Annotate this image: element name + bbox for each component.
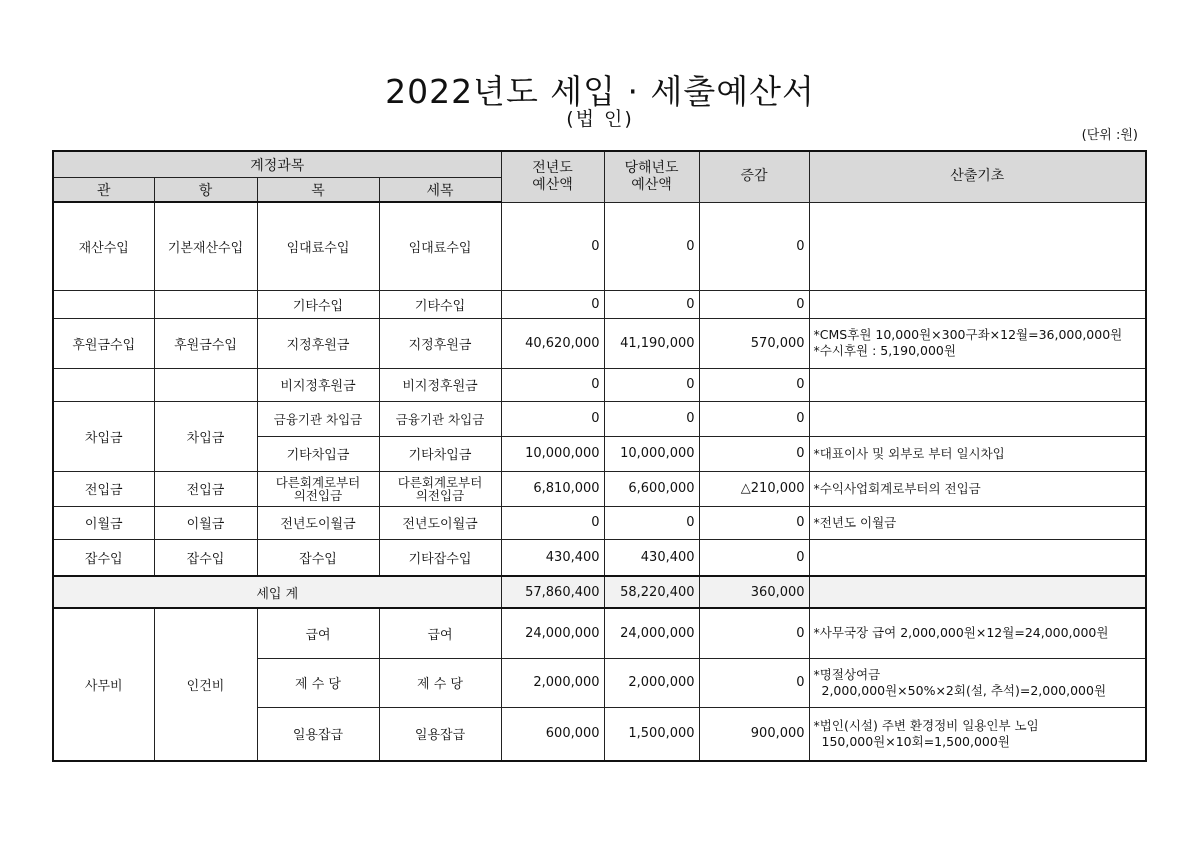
cell-prev: 0: [501, 506, 604, 539]
cell-diff: 900,000: [699, 707, 809, 761]
cell-mok: 전년도이월금: [257, 506, 379, 539]
cell-mok: 제 수 당: [257, 658, 379, 707]
cell-hang: 잡수입: [154, 539, 257, 576]
cell-curr: 0: [604, 290, 699, 318]
cell-semok: 금융기관 차입금: [379, 401, 501, 436]
cell-semok: 비지정후원금: [379, 368, 501, 401]
cell-hang: [154, 290, 257, 318]
cell-hang: 이월금: [154, 506, 257, 539]
cell-mok: 지정후원금: [257, 318, 379, 368]
cell-gwan: 사무비: [53, 608, 154, 761]
cell-prev: 40,620,000: [501, 318, 604, 368]
cell-curr: 0: [604, 202, 699, 290]
cell-note: *CMS후원 10,000원×300구좌×12월=36,000,000원 *수시후원 : 5,190,000원: [809, 318, 1146, 368]
cell-diff: 0: [699, 202, 809, 290]
cell-semok: 다른회계로부터 의전입금: [379, 471, 501, 506]
cell-gwan: [53, 368, 154, 401]
cell-mok: 비지정후원금: [257, 368, 379, 401]
cell-diff: 570,000: [699, 318, 809, 368]
cell-note: [809, 290, 1146, 318]
cell-gwan: [53, 290, 154, 318]
table-row: [53, 608, 1146, 658]
header-hang: 항: [154, 178, 257, 203]
cell-gwan: 차입금: [53, 401, 154, 471]
cell-semok: 제 수 당: [379, 658, 501, 707]
table-row: [53, 368, 1146, 401]
cell-semok: 기타차입금: [379, 436, 501, 471]
cell-curr: 0: [604, 401, 699, 436]
cell-semok: 일용잡급: [379, 707, 501, 761]
cell-diff: 0: [699, 401, 809, 436]
cell-diff: 0: [699, 658, 809, 707]
cell-mok: 금융기관 차입금: [257, 401, 379, 436]
cell-note: *전년도 이월금: [809, 506, 1146, 539]
header-mok: 목: [257, 178, 379, 203]
cell-prev: 24,000,000: [501, 608, 604, 658]
cell-note: [809, 202, 1146, 290]
cell-prev: 0: [501, 202, 604, 290]
cell-curr: 24,000,000: [604, 608, 699, 658]
cell-note: *사무국장 급여 2,000,000원×12월=24,000,000원: [809, 608, 1146, 658]
cell-diff: 0: [699, 506, 809, 539]
total-note: [809, 576, 1146, 608]
cell-hang: 전입금: [154, 471, 257, 506]
page-subtitle: (법 인): [566, 108, 634, 130]
cell-prev: 0: [501, 368, 604, 401]
cell-prev: 430,400: [501, 539, 604, 576]
cell-mok: 일용잡급: [257, 707, 379, 761]
header-gwan: 관: [53, 178, 154, 203]
total-label: 세입 계: [53, 576, 501, 608]
cell-prev: 0: [501, 290, 604, 318]
total-prev: 57,860,400: [501, 576, 604, 608]
cell-curr: 430,400: [604, 539, 699, 576]
cell-hang: [154, 368, 257, 401]
header-diff: 증감: [699, 151, 809, 202]
cell-curr: 0: [604, 506, 699, 539]
cell-diff: 0: [699, 368, 809, 401]
cell-prev: 600,000: [501, 707, 604, 761]
cell-semok: 임대료수입: [379, 202, 501, 290]
table-row: [53, 539, 1146, 576]
cell-diff: △210,000: [699, 471, 809, 506]
cell-note: [809, 539, 1146, 576]
cell-diff: 0: [699, 539, 809, 576]
cell-note: *대표이사 및 외부로 부터 일시차입: [809, 436, 1146, 471]
cell-gwan: 이월금: [53, 506, 154, 539]
cell-curr: 10,000,000: [604, 436, 699, 471]
cell-gwan: 잡수입: [53, 539, 154, 576]
cell-note: [809, 368, 1146, 401]
cell-prev: 10,000,000: [501, 436, 604, 471]
total-curr: 58,220,400: [604, 576, 699, 608]
cell-curr: 0: [604, 368, 699, 401]
cell-curr: 2,000,000: [604, 658, 699, 707]
header-account: 계정과목: [53, 151, 501, 178]
header-row-1: [53, 151, 1146, 178]
page-title: 2022년도 세입 · 세출예산서: [385, 72, 815, 111]
cell-mok: 다른회계로부터 의전입금: [257, 471, 379, 506]
cell-curr: 41,190,000: [604, 318, 699, 368]
cell-semok: 기타잡수입: [379, 539, 501, 576]
table-row: [53, 506, 1146, 539]
total-row: [53, 576, 1146, 608]
cell-diff: 0: [699, 290, 809, 318]
cell-note: [809, 401, 1146, 436]
cell-prev: 2,000,000: [501, 658, 604, 707]
cell-curr: 6,600,000: [604, 471, 699, 506]
header-prev: 전년도 예산액: [501, 151, 604, 202]
cell-mok: 임대료수입: [257, 202, 379, 290]
cell-hang: 기본재산수입: [154, 202, 257, 290]
header-curr: 당해년도 예산액: [604, 151, 699, 202]
cell-note: *수익사업회계로부터의 전입금: [809, 471, 1146, 506]
table-row: [53, 318, 1146, 368]
table-row: [53, 202, 1146, 290]
table-row: [53, 401, 1146, 436]
cell-mok: 기타수입: [257, 290, 379, 318]
cell-gwan: 재산수입: [53, 202, 154, 290]
cell-note: *명절상여금 2,000,000원×50%×2회(설, 추석)=2,000,000원: [809, 658, 1146, 707]
cell-semok: 기타수입: [379, 290, 501, 318]
cell-prev: 6,810,000: [501, 471, 604, 506]
cell-prev: 0: [501, 401, 604, 436]
cell-semok: 급여: [379, 608, 501, 658]
header-basis: 산출기초: [809, 151, 1146, 202]
cell-hang: 후원금수입: [154, 318, 257, 368]
table-row: [53, 290, 1146, 318]
cell-hang: 인건비: [154, 608, 257, 761]
cell-diff: 0: [699, 436, 809, 471]
cell-gwan: 후원금수입: [53, 318, 154, 368]
unit-label: (단위 :원): [1081, 128, 1138, 143]
cell-note: *법인(시설) 주변 환경정비 일용인부 노임 150,000원×10회=1,500,000원: [809, 707, 1146, 761]
cell-semok: 지정후원금: [379, 318, 501, 368]
cell-gwan: 전입금: [53, 471, 154, 506]
cell-semok: 전년도이월금: [379, 506, 501, 539]
total-diff: 360,000: [699, 576, 809, 608]
cell-diff: 0: [699, 608, 809, 658]
cell-mok: 기타차입금: [257, 436, 379, 471]
budget-table: [52, 150, 1147, 762]
table-row: [53, 471, 1146, 506]
cell-curr: 1,500,000: [604, 707, 699, 761]
cell-mok: 급여: [257, 608, 379, 658]
cell-hang: 차입금: [154, 401, 257, 471]
cell-mok: 잡수입: [257, 539, 379, 576]
header-semok: 세목: [379, 178, 501, 203]
